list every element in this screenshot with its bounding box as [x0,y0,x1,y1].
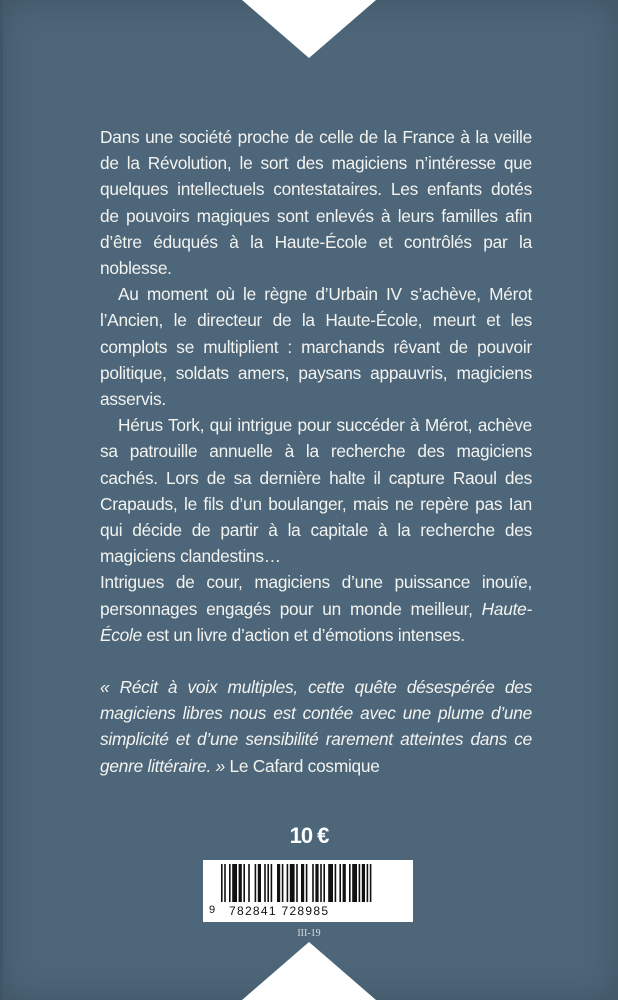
barcode-bar [362,864,365,902]
synopsis-paragraph-4 [100,569,532,648]
barcode-bar [267,864,269,902]
barcode-bar [312,864,314,902]
barcode-bar [229,864,231,902]
book-title: Haute-École [100,598,532,645]
barcode-bar [271,864,273,902]
synopsis-text [100,124,532,779]
barcode-bar [224,864,226,902]
barcode-bar [359,864,361,902]
synopsis-p4-end: est un livre d’action et d’émotions intenses. [141,624,465,645]
barcode-bar [290,864,295,902]
barcode-bar [232,864,237,902]
barcode-bar [349,864,351,902]
review-source: Le Cafard cosmique [224,755,380,776]
barcode-bar [243,864,245,902]
barcode-bar [343,864,346,902]
barcode-bar [320,864,322,902]
barcode-bar [255,864,257,902]
barcode-bar [315,864,318,902]
barcode-bar [221,864,223,902]
barcode-bar [301,864,304,902]
barcode-bar [287,864,289,902]
barcode-bar [328,864,333,902]
barcode-bar [352,864,357,902]
review-quote [100,674,532,779]
synopsis-paragraph-1: Dans une société proche de celle de la France à la veille de la Révolution, le sort des magiciens n’intéresse que quelques intellectuels contestataires. Les enfants dotés de pouvoirs magiques sont enlevés à leurs familles afin d’être éduqués à la Haute-École et contrôlés par la noblesse. [100,127,532,279]
barcode-bar [264,864,266,902]
edition-code: III-19 [297,928,321,939]
review-quote-text: « Récit à voix multiples, cette quête désespérée des magiciens libres nous est contée avec une plume d’une simplicité et d’une sensibilité rarement atteintes dans ce genre littéraire. » [100,677,532,776]
cover-edge [0,0,3,1000]
barcode-digits: 782841 728985 [229,904,330,918]
synopsis-p4-start: Intrigues de cour, magiciens d’une puissance inouïe, personnages engagés pour un monde meilleur, [100,572,532,619]
barcode-bar [248,864,250,902]
barcode-bars [221,864,397,904]
synopsis-paragraph-2: Au moment où le règne d’Urbain IV s’achève, Mérot l’Ancien, le directeur de la Haute-École, meurt et les complots se multiplient : marchands rêvant de pouvoir politique, soldats amers, paysans appauvris, magiciens asservis. [100,284,532,410]
barcode-first-digit: 9 [209,904,216,916]
barcode-bar [335,864,337,902]
barcode-bar [239,864,242,902]
barcode-bar [367,864,369,902]
barcode-bar [323,864,325,902]
barcode-bar [370,864,372,902]
barcode-bar [339,864,341,902]
price-label: 10 € [289,823,329,848]
barcode-bar [277,864,280,902]
barcode-bar [306,864,308,902]
barcode-bar [296,864,298,902]
barcode-bar [258,864,261,902]
isbn-barcode [203,860,413,922]
synopsis-paragraph-3: Hérus Tork, qui intrigue pour succéder à Mérot, achève sa patrouille annuelle à la recherche des magiciens cachés. Lors de sa dernière halte il capture Raoul des Crapauds, le fils d’un boulanger, mais ne repère pas Ian qui décide de partir à la capitale à la recherche des magiciens clandestins… [100,415,532,567]
barcode-bar [282,864,284,902]
